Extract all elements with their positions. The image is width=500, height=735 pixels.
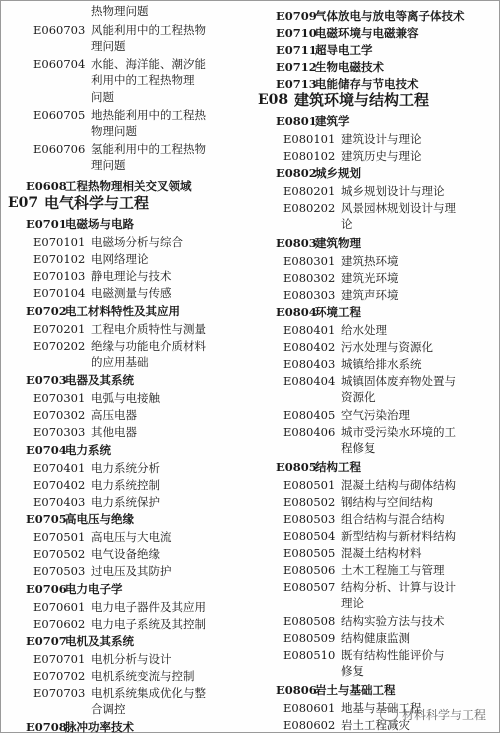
subfield-title: 电力电子器件及其应用 bbox=[91, 600, 206, 614]
subfield-title: 电机系统变流与控制 bbox=[91, 669, 195, 683]
field-code: E0704 bbox=[26, 443, 67, 457]
subfield-code: E070501 bbox=[33, 530, 86, 544]
subfield-code: E080602 bbox=[283, 718, 336, 732]
field-title: 气体放电与放电等离子体技术 bbox=[315, 9, 465, 23]
field-title: 生物电磁技术 bbox=[315, 60, 384, 74]
subfield-code: E070402 bbox=[33, 478, 86, 492]
subfield-code: E070401 bbox=[33, 461, 86, 475]
wrapped-text: 物理问题 bbox=[91, 124, 137, 138]
subfield-title: 电磁场分析与综合 bbox=[91, 235, 183, 249]
subfield-title: 绝缘与功能电介质材料 bbox=[91, 339, 206, 353]
field-title: 高电压与绝缘 bbox=[65, 512, 134, 526]
wrapped-text: 论 bbox=[341, 217, 353, 231]
subfield-title: 建筑历史与理论 bbox=[341, 149, 422, 163]
field-title: 建筑学 bbox=[315, 114, 350, 128]
subfield-title: 氢能利用中的工程热物 bbox=[91, 142, 206, 156]
field-code: E0709 bbox=[276, 9, 317, 23]
subfield-code: E060703 bbox=[33, 23, 86, 37]
subfield-title: 给水处理 bbox=[341, 323, 387, 337]
subfield-title: 地基与基础工程 bbox=[341, 701, 422, 715]
field-code: E0608 bbox=[26, 179, 67, 193]
subfield-title: 城镇固体废弃物处置与 bbox=[341, 374, 456, 388]
subfield-code: E080508 bbox=[283, 614, 336, 628]
subfield-title: 电网络理论 bbox=[91, 252, 149, 266]
field-title: 电磁环境与电磁兼容 bbox=[315, 26, 419, 40]
wrapped-text: 程修复 bbox=[341, 441, 376, 455]
subfield-code: E080509 bbox=[283, 631, 336, 645]
subfield-title: 污水处理与资源化 bbox=[341, 340, 433, 354]
field-code: E0801 bbox=[276, 114, 317, 128]
field-code: E0711 bbox=[276, 43, 317, 57]
subfield-code: E080601 bbox=[283, 701, 336, 715]
subfield-code: E070701 bbox=[33, 652, 86, 666]
subfield-code: E070101 bbox=[33, 235, 86, 249]
subfield-title: 高电压与大电流 bbox=[91, 530, 172, 544]
subfield-code: E060706 bbox=[33, 142, 86, 156]
subfield-title: 其他电器 bbox=[91, 425, 137, 439]
subfield-code: E070601 bbox=[33, 600, 86, 614]
subfield-code: E080401 bbox=[283, 323, 336, 337]
field-code: E0710 bbox=[276, 26, 317, 40]
watermark-text: 材料科学与工程 bbox=[401, 708, 486, 722]
subfield-code: E080406 bbox=[283, 425, 336, 439]
subfield-title: 结构健康监测 bbox=[341, 631, 410, 645]
subfield-title: 地热能利用中的工程热 bbox=[91, 108, 206, 122]
wrapped-text: 理问题 bbox=[91, 39, 126, 53]
subfield-title: 城乡规划设计与理论 bbox=[341, 184, 445, 198]
field-code: E0712 bbox=[276, 60, 317, 74]
watermark bbox=[380, 706, 486, 723]
field-code: E0705 bbox=[26, 512, 67, 526]
subfield-title: 电力系统分析 bbox=[91, 461, 160, 475]
field-title: 脉冲功率技术 bbox=[65, 720, 134, 734]
subfield-code: E080502 bbox=[283, 495, 336, 509]
subfield-title: 风景园林规划设计与理 bbox=[341, 201, 456, 215]
subfield-code: E080101 bbox=[283, 132, 336, 146]
division-code: E07 bbox=[8, 195, 39, 211]
subfield-code: E080503 bbox=[283, 512, 336, 526]
subfield-code: E070302 bbox=[33, 408, 86, 422]
subfield-title: 静电理论与技术 bbox=[91, 269, 172, 283]
subfield-code: E080405 bbox=[283, 408, 336, 422]
subfield-title: 电机系统集成优化与整 bbox=[91, 686, 206, 700]
subfield-title: 岩土工程减灾 bbox=[341, 718, 410, 732]
wrapped-text: 修复 bbox=[341, 664, 364, 678]
subfield-title: 电力电子系统及其控制 bbox=[91, 617, 206, 631]
subfield-title: 电气设备绝缘 bbox=[91, 547, 160, 561]
subfield-title: 电力系统保护 bbox=[91, 495, 160, 509]
field-code: E0713 bbox=[276, 77, 317, 91]
field-title: 电力系统 bbox=[65, 443, 111, 457]
subfield-code: E080504 bbox=[283, 529, 336, 543]
subfield-code: E080202 bbox=[283, 201, 336, 215]
field-code: E0703 bbox=[26, 373, 67, 387]
field-code: E0701 bbox=[26, 217, 67, 231]
subfield-code: E070702 bbox=[33, 669, 86, 683]
subfield-title: 电机分析与设计 bbox=[91, 652, 172, 666]
subfield-code: E070202 bbox=[33, 339, 86, 353]
field-code: E0805 bbox=[276, 460, 317, 474]
field-title: 电力电子学 bbox=[65, 582, 123, 596]
wrapped-text: 资源化 bbox=[341, 390, 376, 404]
field-title: 电工材料特性及其应用 bbox=[65, 304, 180, 318]
subfield-title: 过电压及其防护 bbox=[91, 564, 172, 578]
subfield-title: 混凝土结构与砌体结构 bbox=[341, 478, 456, 492]
field-code: E0706 bbox=[26, 582, 67, 596]
subfield-code: E060704 bbox=[33, 57, 86, 71]
subfield-code: E070201 bbox=[33, 322, 86, 336]
subfield-code: E080102 bbox=[283, 149, 336, 163]
wrapped-text: 的应用基础 bbox=[91, 355, 149, 369]
field-code: E0707 bbox=[26, 634, 67, 648]
subfield-code: E080510 bbox=[283, 648, 336, 662]
field-title: 电机及其系统 bbox=[65, 634, 134, 648]
field-title: 电能储存与节电技术 bbox=[315, 77, 419, 91]
wrapped-text: 问题 bbox=[91, 90, 114, 104]
subfield-title: 建筑设计与理论 bbox=[341, 132, 422, 146]
subfield-title: 结构分析、计算与设计 bbox=[341, 580, 456, 594]
wrapped-text: 热物理问题 bbox=[91, 4, 149, 18]
subfield-code: E070103 bbox=[33, 269, 86, 283]
subfield-title: 城镇给排水系统 bbox=[341, 357, 422, 371]
subfield-code: E070602 bbox=[33, 617, 86, 631]
subfield-code: E070703 bbox=[33, 686, 86, 700]
field-title: 环境工程 bbox=[315, 305, 361, 319]
subfield-code: E080303 bbox=[283, 288, 336, 302]
subfield-title: 电弧与电接触 bbox=[91, 391, 160, 405]
subfield-code: E080201 bbox=[283, 184, 336, 198]
subfield-title: 工程电介质特性与测量 bbox=[91, 322, 206, 336]
subfield-code: E080403 bbox=[283, 357, 336, 371]
wrapped-text: 理问题 bbox=[91, 158, 126, 172]
subfield-code: E080501 bbox=[283, 478, 336, 492]
subfield-title: 建筑光环境 bbox=[341, 271, 399, 285]
subfield-title: 电力系统控制 bbox=[91, 478, 160, 492]
subfield-title: 建筑声环境 bbox=[341, 288, 399, 302]
subfield-code: E070503 bbox=[33, 564, 86, 578]
subfield-title: 水能、海洋能、潮汐能 bbox=[91, 57, 206, 71]
field-title: 电磁场与电路 bbox=[65, 217, 134, 231]
field-title: 结构工程 bbox=[315, 460, 361, 474]
wrapped-text: 合调控 bbox=[91, 702, 126, 716]
subfield-code: E080301 bbox=[283, 254, 336, 268]
field-code: E0804 bbox=[276, 305, 317, 319]
subfield-code: E070403 bbox=[33, 495, 86, 509]
subfield-code: E070102 bbox=[33, 252, 86, 266]
field-code: E0802 bbox=[276, 166, 317, 180]
subfield-title: 土木工程施工与管理 bbox=[341, 563, 445, 577]
subfield-title: 混凝土结构材料 bbox=[341, 546, 422, 560]
subfield-code: E060705 bbox=[33, 108, 86, 122]
division-title: 建筑环境与结构工程 bbox=[294, 91, 430, 109]
subfield-code: E080302 bbox=[283, 271, 336, 285]
field-code: E0803 bbox=[276, 236, 317, 250]
subfield-code: E070502 bbox=[33, 547, 86, 561]
subfield-code: E070104 bbox=[33, 286, 86, 300]
field-code: E0708 bbox=[26, 720, 67, 734]
subfield-title: 空气污染治理 bbox=[341, 408, 410, 422]
wrapped-text: 理论 bbox=[341, 596, 364, 610]
subfield-title: 结构实验方法与技术 bbox=[341, 614, 445, 628]
field-code: E0806 bbox=[276, 683, 317, 697]
field-title: 建筑物理 bbox=[315, 236, 361, 250]
subfield-code: E080507 bbox=[283, 580, 336, 594]
wechat-icon bbox=[380, 707, 398, 721]
subfield-title: 城市受污染水环境的工 bbox=[341, 425, 456, 439]
subfield-title: 高压电器 bbox=[91, 408, 137, 422]
subfield-title: 风能利用中的工程热物 bbox=[91, 23, 206, 37]
wrapped-text: 利用中的工程热物理 bbox=[91, 73, 195, 87]
subfield-title: 组合结构与混合结构 bbox=[341, 512, 445, 526]
field-title: 岩土与基础工程 bbox=[315, 683, 396, 697]
division-title: 电气科学与工程 bbox=[44, 194, 150, 212]
field-title: 电器及其系统 bbox=[65, 373, 134, 387]
subfield-code: E080402 bbox=[283, 340, 336, 354]
subfield-code: E080506 bbox=[283, 563, 336, 577]
division-code: E08 bbox=[258, 92, 289, 108]
field-title: 工程热物理相关交叉领域 bbox=[65, 179, 192, 193]
field-code: E0702 bbox=[26, 304, 67, 318]
subfield-title: 钢结构与空间结构 bbox=[341, 495, 433, 509]
subfield-title: 既有结构性能评价与 bbox=[341, 648, 445, 662]
field-title: 城乡规划 bbox=[315, 166, 361, 180]
subfield-code: E080505 bbox=[283, 546, 336, 560]
subfield-title: 新型结构与新材料结构 bbox=[341, 529, 456, 543]
subfield-code: E080404 bbox=[283, 374, 336, 388]
subfield-code: E070303 bbox=[33, 425, 86, 439]
subfield-code: E070301 bbox=[33, 391, 86, 405]
subfield-title: 电磁测量与传感 bbox=[91, 286, 172, 300]
subfield-title: 建筑热环境 bbox=[341, 254, 399, 268]
field-title: 超导电工学 bbox=[315, 43, 373, 57]
